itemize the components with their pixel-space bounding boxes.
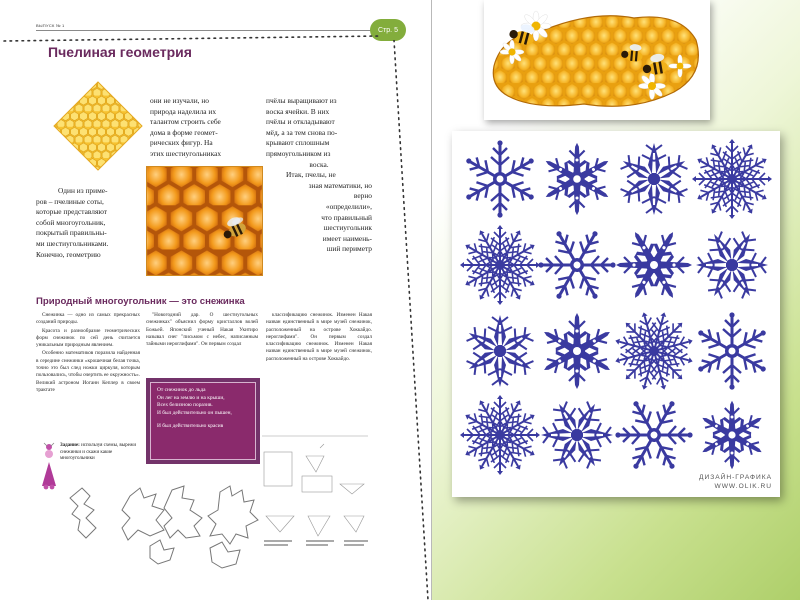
col-a-line: ров – пчелиные соты,: [36, 196, 104, 206]
task-label: Задание:: [60, 443, 80, 448]
honeycomb-bees-picture: [484, 0, 710, 120]
poem-line: И был действительно красив: [157, 423, 224, 430]
snowflake-icon: [462, 140, 538, 217]
col-c-line: «определили»,: [325, 201, 372, 211]
col-c-line: прямоугольником из: [266, 148, 331, 158]
snowflake-column-3: [266, 312, 372, 364]
header-rule: [36, 30, 372, 31]
col-c-line: ший периметр: [326, 244, 372, 254]
col-c-line: мёд, а за тем снова по-: [266, 127, 338, 137]
snowflake-icon: [463, 315, 537, 387]
snowflake-grid: [460, 137, 772, 477]
snowflake-icon: [539, 313, 616, 389]
snowflake-icon: [541, 143, 614, 215]
credit-line-2: WWW.OLIK.RU: [714, 482, 772, 490]
col-c-line: Итак, пчелы, не: [286, 170, 336, 180]
poem-text: [150, 382, 256, 460]
poem-box: [146, 378, 260, 464]
section-title-snowflake: Природный многоугольник — это снежинка: [36, 296, 245, 307]
article-column-b: [150, 96, 258, 160]
snowflake-icon: [527, 385, 627, 477]
snowflake-icon: [697, 401, 766, 469]
col-c-line: пчёлы и откладывают: [266, 117, 335, 127]
col-a-line: ми шестиугольниками.: [36, 238, 109, 248]
poem-line: Он лег на землю и на крыши,: [157, 394, 225, 401]
poem-line: Всех белизною поразив.: [157, 402, 213, 409]
col-c-line: зная математики, но: [308, 180, 372, 190]
small-paragraph: Красота и разнообразие геометрических форм снежинок по сей день считается уникальным природным явлением.: [36, 327, 140, 349]
snowflake-credit: [699, 474, 772, 491]
col-b-line: рических фигур. На: [150, 138, 213, 148]
article-column-a: [36, 186, 148, 260]
snowflake-icon: [602, 213, 707, 317]
credit-line-1: ДИЗАЙН-ГРАФИКА: [699, 474, 772, 482]
snowman-icon: [38, 440, 60, 490]
snowflake-sheet: [452, 131, 780, 497]
snowflake-icon: [694, 312, 770, 389]
task-text: [60, 443, 146, 463]
col-b-line: они не изучали, но: [150, 96, 210, 105]
snowflake-icon: [692, 139, 772, 219]
col-c-line: что правильный: [321, 212, 372, 222]
snowflake-icon: [460, 395, 540, 475]
poem-line: От снежинок до льда: [157, 387, 206, 393]
article-title: Пчелиная геометрия: [48, 44, 192, 60]
col-b-line: дома в форме геомет-: [150, 127, 218, 137]
small-paragraph: Снежинка — одно из самых прекрасных созданий природы.: [36, 312, 140, 326]
col-a-line: собой многоугольник,: [36, 217, 106, 227]
small-paragraph: классификацию снежинок. Изменен Накая назван единственный в мире музей снежинок, расположенный на острове Хоккайдо. нероглифами". Он первым создал классификацию снежинок. Изменен Накая назван единственный в мире музей снежинок, расположенный на острове Хоккайдо.: [266, 312, 372, 362]
snowflake-icon: [682, 215, 772, 315]
col-a-line: которые представляют: [36, 207, 108, 217]
col-c-line: пчёлы выращивают из: [266, 96, 337, 105]
snowflake-icon: [525, 213, 629, 318]
col-a-line: Конечно, геометрию: [36, 249, 101, 259]
col-c-line: воска ячейки. В них: [266, 106, 330, 116]
col-c-line: крывают сплошным: [266, 138, 330, 148]
dotted-border-right: [392, 40, 432, 600]
folding-diagram: [258, 432, 374, 562]
issue-label: ВЫПУСК № 1: [36, 23, 65, 28]
task-description: используя схемы, вырежи снежинки и скажи какие многоугольники: [60, 443, 136, 462]
col-a-line: Один из приме-: [58, 186, 108, 195]
col-c-line: воска.: [309, 159, 329, 169]
article-column-c: [266, 96, 372, 255]
paper-cutout-shapes: [60, 478, 275, 578]
small-paragraph: "Новогодний дар. О шестиугольных снежинках" объяснил форму кристаллов волей Божьей. Японский ученый Накая Укитиро называл снег "письмом с небес, написанным тайными иероглифами". Он первым создал: [146, 312, 258, 348]
page-number-badge: Стр. 5: [370, 19, 406, 41]
small-paragraph: Особенно математиков поразила найденная в середине снежинки «крошечная белая точка, точно это был след ножки циркуля, которым пользовались, чтобы очертить ее окружность». Великий астроном Иоганн Кеплер в своем трактате: [36, 350, 140, 393]
honeycomb-image: [52, 80, 144, 172]
snowflake-icon: [602, 383, 706, 477]
col-b-line: этих шестиугольниках: [150, 148, 222, 158]
col-c-line: шестиугольник: [323, 223, 372, 233]
col-b-line: природа наделила их: [150, 106, 217, 116]
honeycomb-bee-photo: [146, 166, 263, 276]
col-c-line: имеет наимень-: [322, 233, 372, 243]
snowflake-column-1: [36, 312, 140, 395]
col-a-line: покрытый правильны-: [36, 228, 107, 238]
snowflake-column-2: [146, 312, 258, 349]
snowflake-icon: [605, 302, 703, 400]
col-b-line: талантом строить себе: [150, 117, 221, 127]
snowflake-icon: [617, 143, 691, 215]
col-c-line: верно: [353, 191, 372, 201]
snowflake-icon: [460, 225, 540, 305]
poem-line: И был действительно он пышен,: [157, 409, 232, 416]
